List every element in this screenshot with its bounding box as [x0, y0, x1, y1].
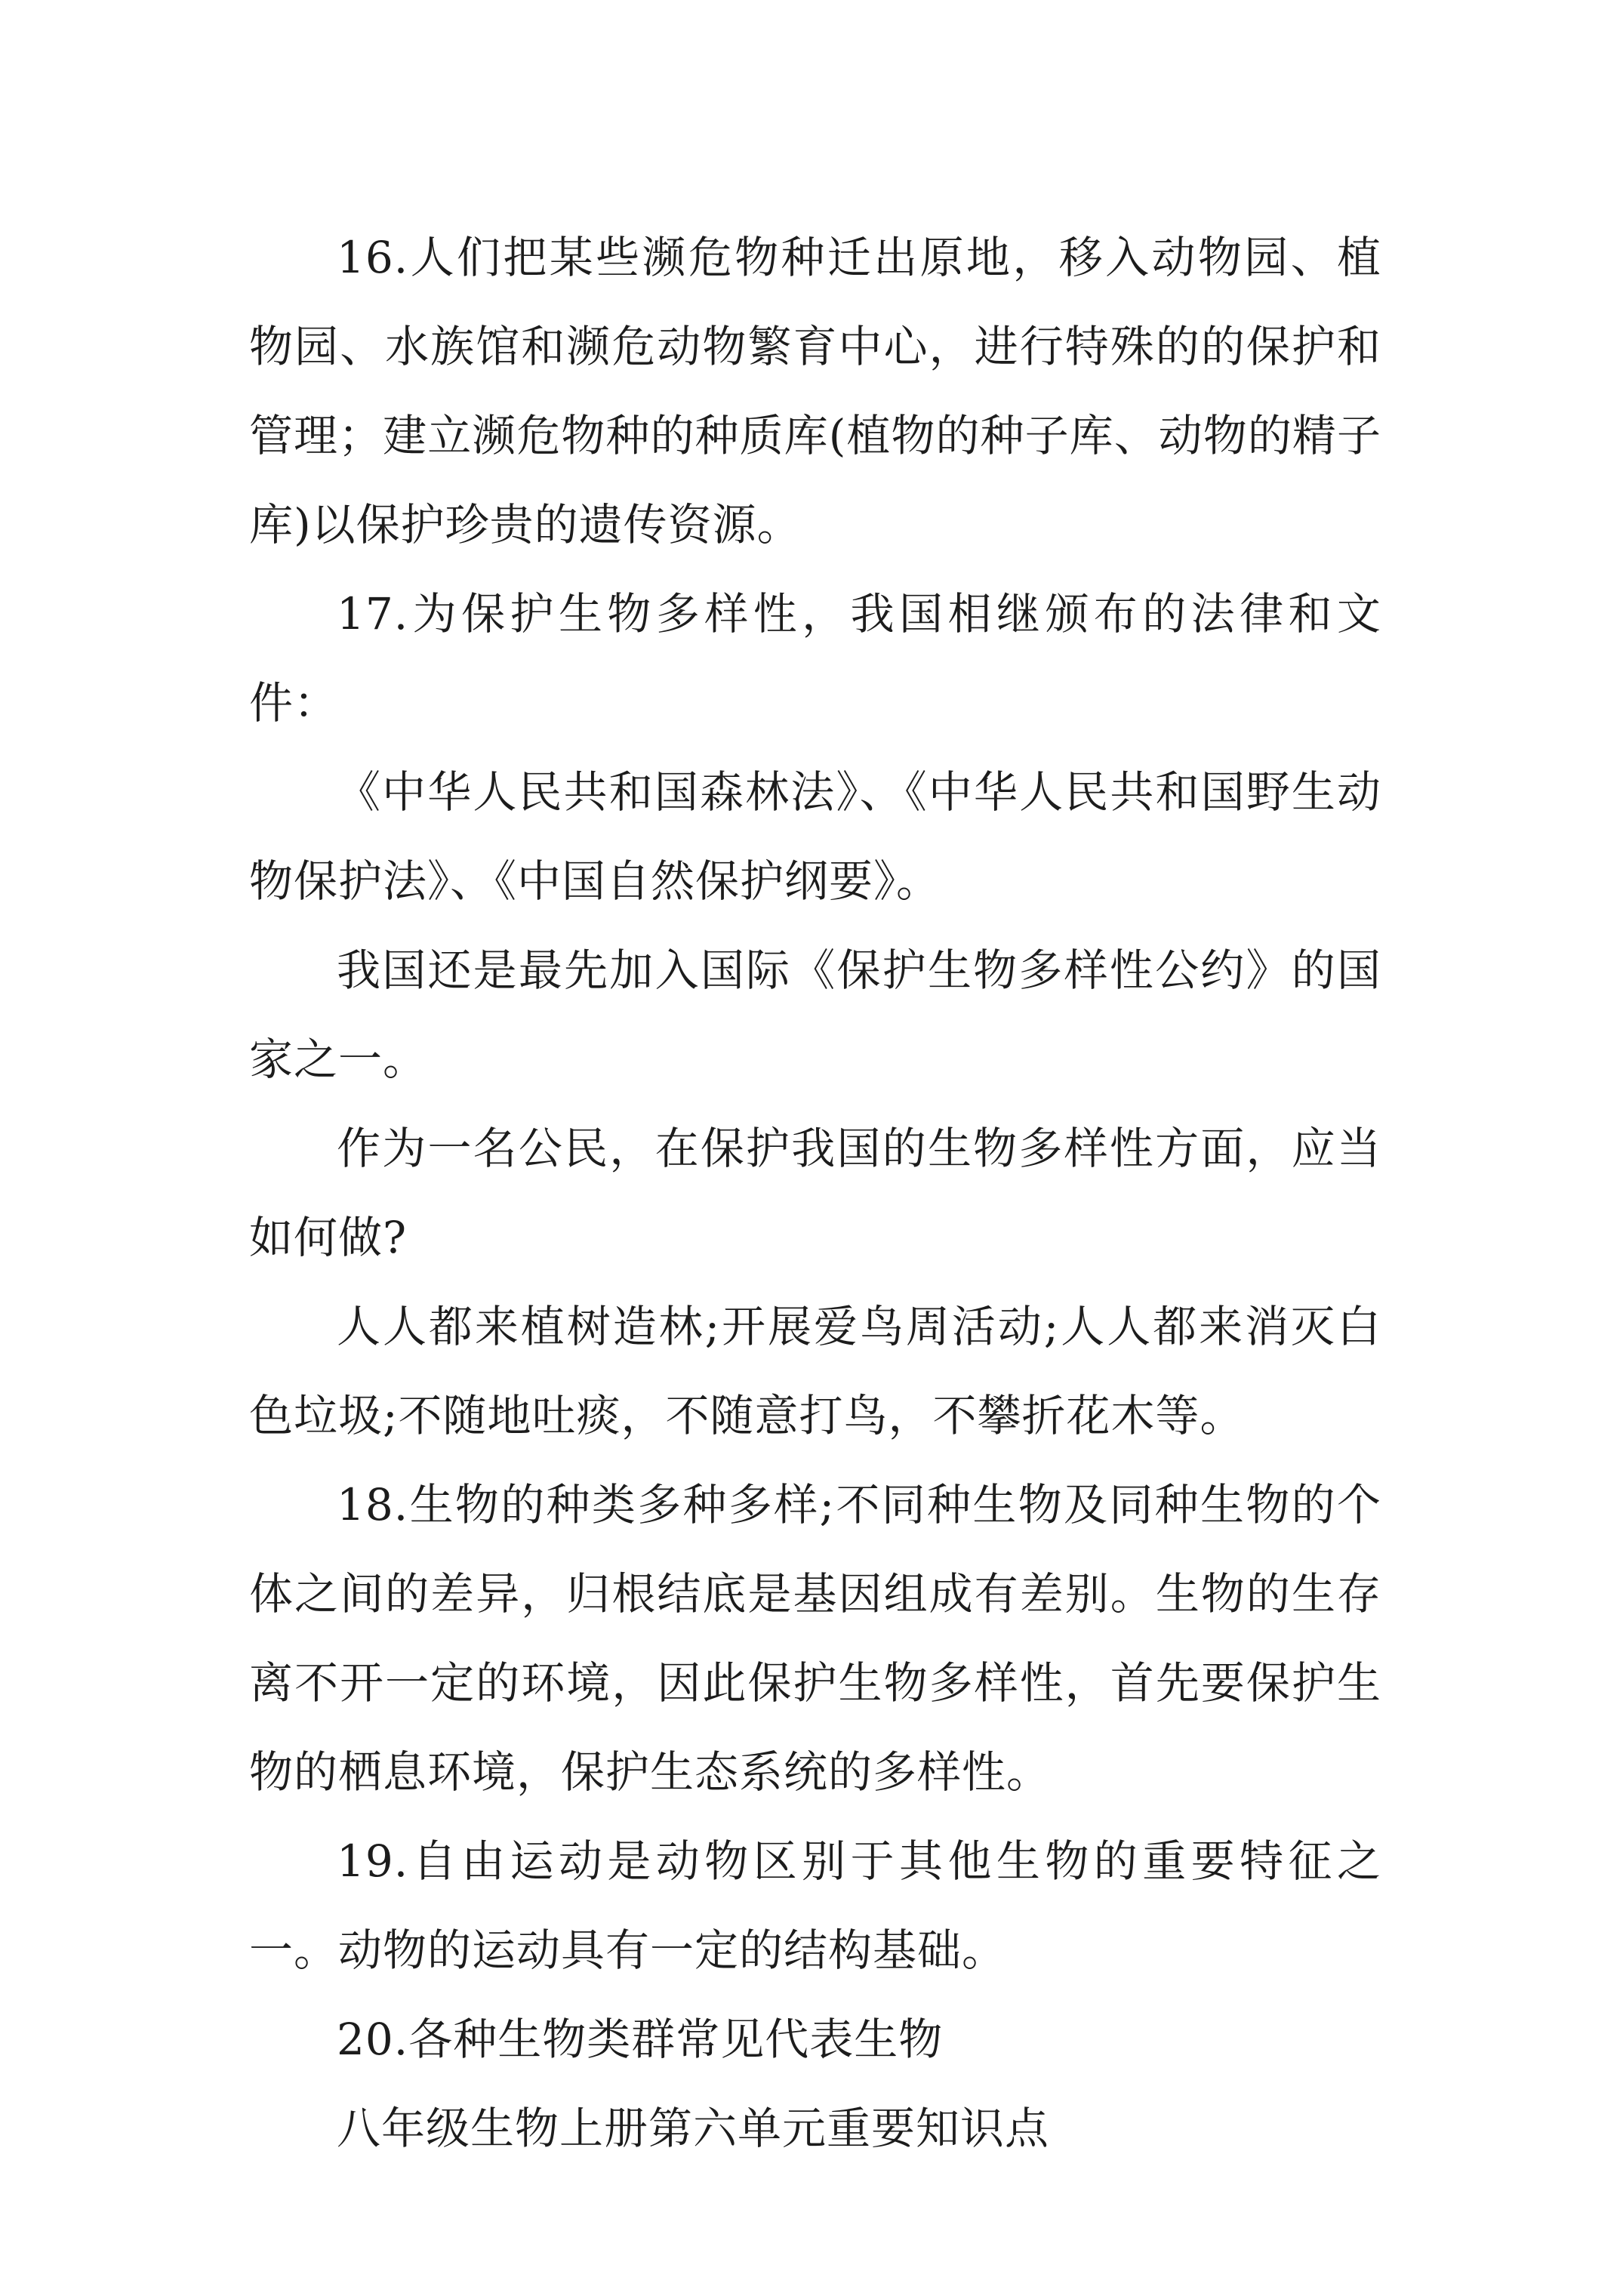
paragraph-citizen-question: 作为一名公民，在保护我国的生物多样性方面，应当如何做?: [249, 1123, 1381, 1263]
paragraph-20: 20.各种生物类群常见代表生物: [337, 2014, 944, 2065]
paragraph-convention: 我国还是最先加入国际《保护生物多样性公约》的国家之一。: [249, 945, 1381, 1085]
paragraph-19: 19.自由运动是动物区别于其他生物的重要特征之一。动物的运动具有一定的结构基础。: [249, 1835, 1381, 1976]
document-page: [249, 213, 1381, 2173]
paragraph-citizen-actions: 人人都来植树造林;开展爱鸟周活动;人人都来消灭白色垃圾;不随地吐痰，不随意打鸟，不攀折花木等。: [249, 1301, 1381, 1441]
paragraph-laws-list: 《中华人民共和国森林法》、《中华人民共和国野生动物保护法》、《中国自然保护纲要》。: [249, 766, 1381, 907]
paragraph-17-heading: 17.为保护生物多样性，我国相继颁布的法律和文件：: [249, 588, 1381, 729]
paragraph-16: 16.人们把某些濒危物种迁出原地，移入动物园、植物园、水族馆和濒危动物繁育中心，进行特殊的的保护和管理；建立濒危物种的种质库(植物的种子库、动物的精子库)以保护珍贵的遗传资源。: [249, 232, 1381, 550]
paragraph-18: 18.生物的种类多种多样;不同种生物及同种生物的个体之间的差异，归根结底是基因组成有差别。生物的生存离不开一定的环境，因此保护生物多样性，首先要保护生物的栖息环境，保护生态系统的多样性。: [249, 1479, 1381, 1798]
paragraph-section-title: 八年级生物上册第六单元重要知识点: [337, 2103, 1050, 2154]
